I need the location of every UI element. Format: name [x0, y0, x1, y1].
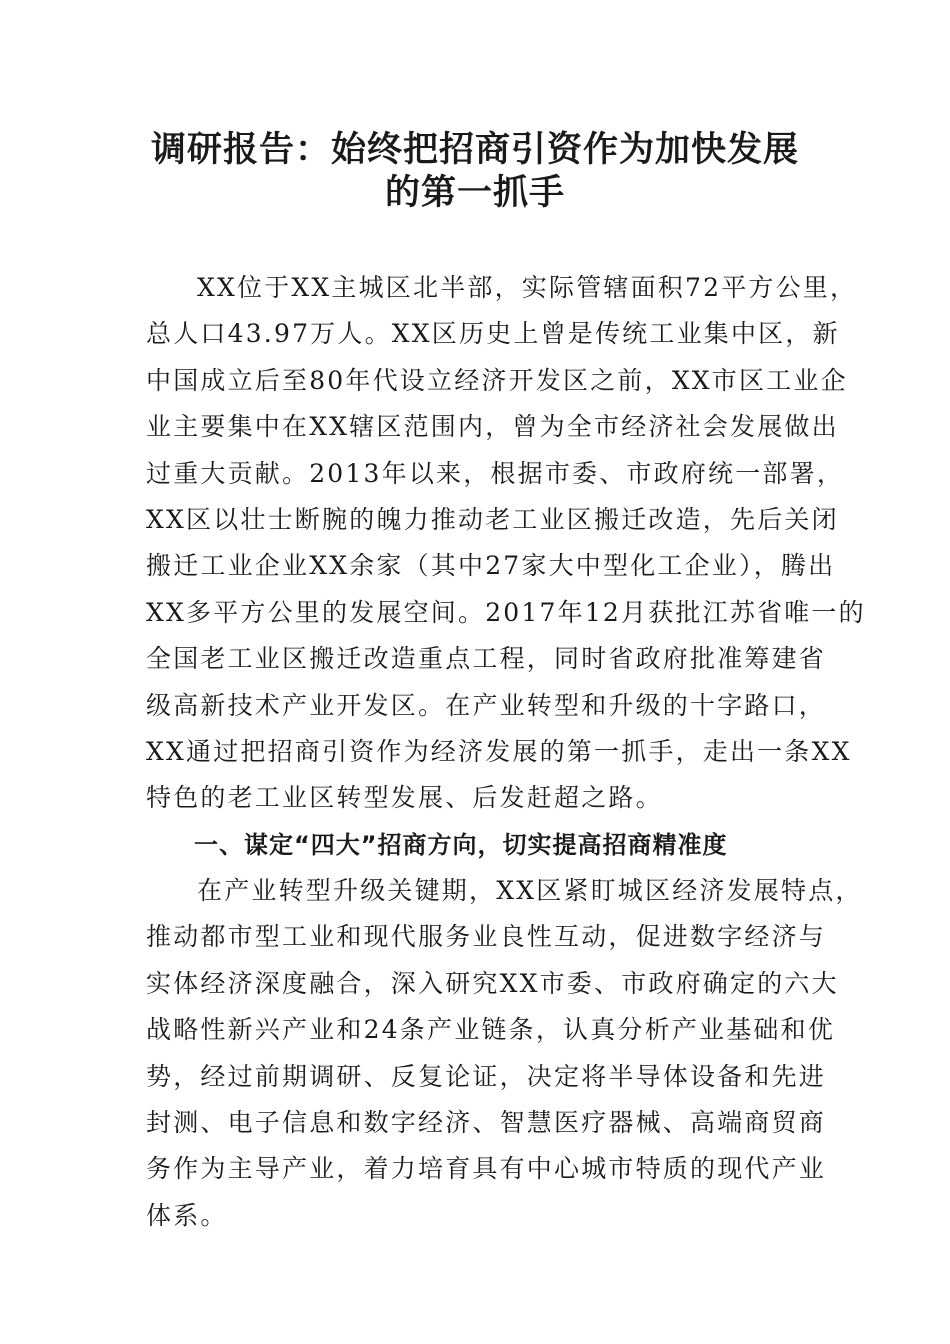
paragraph-2-line: 推动都市型工业和现代服务业良性互动，促进数字经济与: [146, 922, 827, 952]
paragraph-1-line: XX区以壮士断腕的魄力推动老工业区搬迁改造，先后关闭: [146, 504, 839, 534]
paragraph-1-line: XX多平方公里的发展空间。2017年12月获批江苏省唯一的: [146, 597, 866, 627]
paragraph-2-line: 势，经过前期调研、反复论证，决定将半导体设备和先进: [146, 1061, 827, 1091]
paragraph-2-line: 体系。: [146, 1200, 228, 1230]
paragraph-2-line: 实体经济深度融合，深入研究XX市委、市政府确定的六大: [146, 968, 839, 998]
section-1-heading: 一、谋定“四大”招商方向，切实提高招商精准度: [194, 830, 728, 859]
paragraph-1-line: 级高新技术产业开发区。在产业转型和升级的十字路口，: [146, 690, 827, 720]
paragraph-1-line: 过重大贡献。2013年以来，根据市委、市政府统一部署，: [146, 458, 845, 488]
paragraph-2-line: 务作为主导产业，着力培育具有中心城市特质的现代产业: [146, 1154, 827, 1184]
paragraph-2-line: 战略性新兴产业和24条产业链条，认真分析产业基础和优: [146, 1015, 836, 1045]
paragraph-1-line: 搬迁工业企业XX余家（其中27家大中型化工企业），腾出: [146, 551, 836, 581]
paragraph-2-line: 封测、电子信息和数字经济、智慧医疗器械、高端商贸商: [146, 1108, 827, 1138]
paragraph-1-line: 业主要集中在XX辖区范围内，曾为全市经济社会发展做出: [146, 412, 839, 442]
paragraph-1-line: 特色的老工业区转型发展、后发赶超之路。: [146, 783, 663, 813]
document-body: [146, 265, 866, 1239]
document-title-line-1: 调研报告：始终把招商引资作为加快发展: [150, 130, 799, 170]
document-title-line-2: 的第一抓手: [384, 173, 565, 213]
paragraph-2-line: 在产业转型升级关键期，XX区紧盯城区经济发展特点，: [197, 876, 863, 906]
paragraph-1-line: 总人口43.97万人。XX区历史上曾是传统工业集中区，新: [146, 319, 840, 349]
paragraph-1-line: XX位于XX主城区北半部，实际管辖面积72平方公里，: [197, 273, 858, 302]
paragraph-1-line: 中国成立后至80年代设立经济开发区之前，XX市区工业企: [146, 365, 848, 395]
paragraph-1-line: XX通过把招商引资作为经济发展的第一抓手，走出一条XX: [146, 736, 852, 766]
paragraph-1-line: 全国老工业区搬迁改造重点工程，同时省政府批准筹建省: [146, 644, 827, 674]
